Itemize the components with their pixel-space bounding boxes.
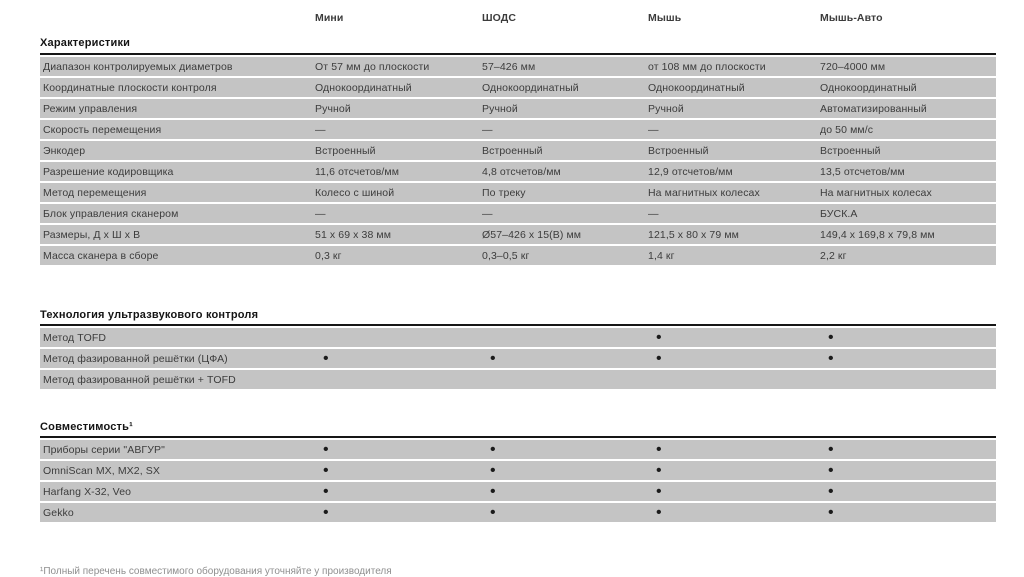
table-row [40,370,996,389]
table-row [40,162,996,181]
section-rows [40,436,996,524]
table-cell: Однокоординатный [648,81,745,94]
table-cell: БУСК.А [820,207,858,220]
feature-dot: • [828,349,834,367]
table-cell: Автоматизированный [820,102,927,115]
row-label: Энкодер [43,144,86,157]
table-cell: Ручной [648,102,684,115]
feature-dot: • [490,349,496,367]
row-label: Режим управления [43,102,138,115]
feature-dot: • [490,503,496,521]
table-row [40,482,996,501]
table-cell: Встроенный [482,144,543,157]
column-header-empty [40,12,315,24]
table-cell: 1,4 кг [648,249,675,262]
table-cell: Ручной [482,102,518,115]
table-cell: Встроенный [648,144,709,157]
table-cell: 51 х 69 х 38 мм [315,228,392,241]
feature-dot: • [323,349,329,367]
table-cell: На магнитных колесах [820,186,932,199]
table-cell: Колесо с шиной [315,186,395,199]
row-label: Координатные плоскости контроля [43,81,217,94]
table-cell: — [482,123,493,136]
feature-dot: • [323,440,329,458]
column-header-3: Мышь [648,12,682,24]
table-cell: Однокоординатный [820,81,917,94]
section-rows [40,324,996,391]
table-cell: От 57 мм до плоскости [315,60,430,73]
table-cell: Ø57–426 х 15(В) мм [482,228,582,241]
table-cell: 0,3–0,5 кг [482,249,530,262]
footnote: ¹Полный перечень совместимого оборудования уточняйте у производителя [40,566,392,577]
table-cell: — [648,123,659,136]
feature-dot: • [656,328,662,346]
feature-dot: • [490,440,496,458]
table-cell: — [648,207,659,220]
feature-dot: • [828,440,834,458]
table-cell: 720–4000 мм [820,60,886,73]
table-row [40,440,996,459]
table-row [40,246,996,265]
table-cell: — [315,123,326,136]
feature-dot: • [828,461,834,479]
table-cell: По треку [482,186,526,199]
feature-dot: • [656,461,662,479]
column-header-4: Мышь-Авто [820,12,883,24]
table-cell: На магнитных колесах [648,186,760,199]
row-label: Метод перемещения [43,186,147,199]
feature-dot: • [323,461,329,479]
table-cell: 149,4 х 169,8 х 79,8 мм [820,228,935,241]
table-cell: 2,2 кг [820,249,847,262]
row-label: Блок управления сканером [43,207,179,220]
feature-dot: • [323,482,329,500]
table-cell: 57–426 мм [482,60,536,73]
table-cell: Однокоординатный [482,81,579,94]
table-row [40,183,996,202]
table-cell: Встроенный [820,144,881,157]
table-cell: 13,5 отсчетов/мм [820,165,905,178]
section-title: Технология ультразвукового контроля [40,309,259,321]
feature-dot: • [656,482,662,500]
feature-dot: • [828,482,834,500]
column-header-2: ШОДС [482,12,517,24]
table-cell: до 50 мм/с [820,123,874,136]
table-cell: 0,3 кг [315,249,342,262]
section-title: Совместимость¹ [40,421,133,433]
feature-dot: • [656,503,662,521]
row-label: OmniScan MX, MX2, SX [43,464,160,477]
table-row [40,204,996,223]
table-row [40,503,996,522]
row-label: Метод фазированной решётки (ЦФА) [43,352,228,365]
table-cell: 11,6 отсчетов/мм [315,165,400,178]
table-row [40,120,996,139]
table-row [40,141,996,160]
row-label: Скорость перемещения [43,123,162,136]
row-label: Метод TOFD [43,331,107,344]
feature-dot: • [828,503,834,521]
table-cell: 4,8 отсчетов/мм [482,165,561,178]
section-rows [40,53,996,267]
table-row [40,461,996,480]
feature-dot: • [828,328,834,346]
table-cell: от 108 мм до плоскости [648,60,766,73]
table-cell: 12,9 отсчетов/мм [648,165,733,178]
table-row [40,349,996,368]
table-cell: Ручной [315,102,351,115]
table-row [40,225,996,244]
table-cell: Однокоординатный [315,81,412,94]
table-row [40,328,996,347]
table-cell: Встроенный [315,144,376,157]
table-cell: 121,5 х 80 х 79 мм [648,228,739,241]
feature-dot: • [323,503,329,521]
row-label: Harfang X-32, Veo [43,485,132,498]
row-label: Размеры, Д х Ш х В [43,228,141,241]
row-label: Масса сканера в сборе [43,249,159,262]
feature-dot: • [656,440,662,458]
row-label: Разрешение кодировщика [43,165,174,178]
row-label: Gekko [43,506,74,519]
column-header-1: Мини [315,12,344,24]
row-label: Диапазон контролируемых диаметров [43,60,233,73]
row-label: Метод фазированной решётки + TOFD [43,373,236,386]
row-label: Приборы серии "АВГУР" [43,443,165,456]
section-title: Характеристики [40,37,131,49]
column-header-row [40,12,996,24]
table-cell: — [482,207,493,220]
feature-dot: • [490,482,496,500]
feature-dot: • [656,349,662,367]
table-row [40,78,996,97]
table-row [40,99,996,118]
feature-dot: • [490,461,496,479]
table-cell: — [315,207,326,220]
table-row [40,57,996,76]
